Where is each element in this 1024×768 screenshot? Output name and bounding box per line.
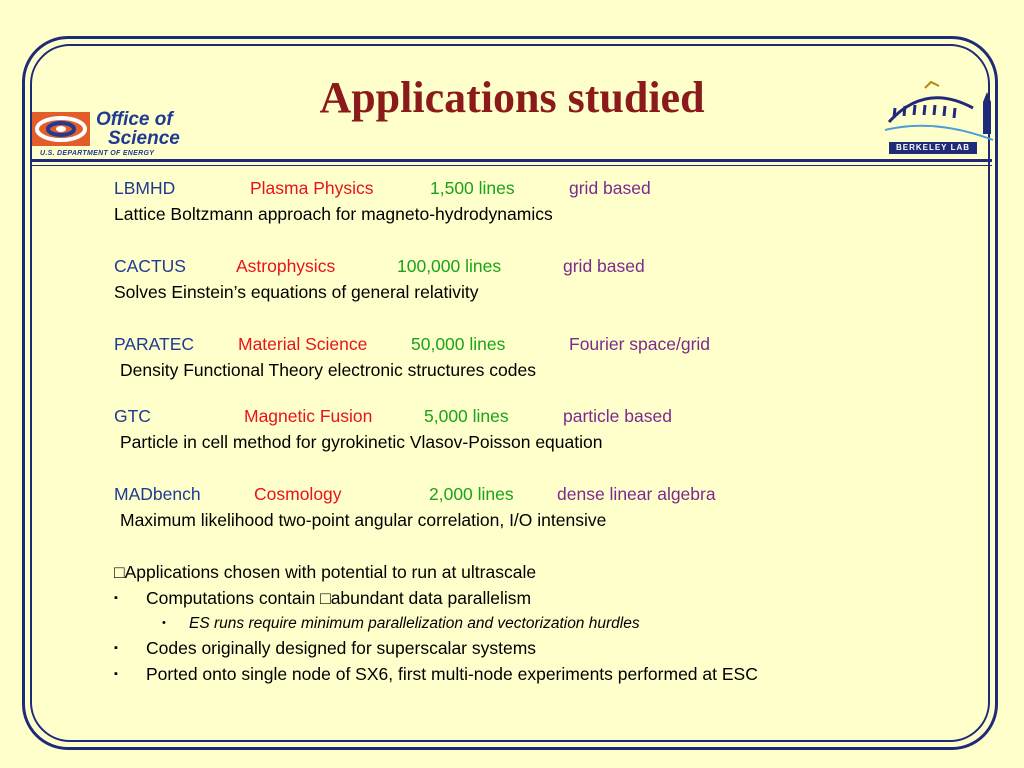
doe-swirl-icon [30,110,94,150]
app-name: GTC [114,406,151,426]
app-description: Particle in cell method for gyrokinetic Vlasov-Poisson equation [120,432,603,452]
summary-bullet: Computations contain □abundant data parallelism [146,588,532,608]
berkeley-lab-building-icon [885,78,1005,142]
app-method: particle based [563,406,672,426]
app-name: MADbench [114,484,201,504]
app-method: grid based [569,178,651,198]
summary-bullet: Codes originally designed for superscalar systems [146,638,537,658]
app-description: Maximum likelihood two-point angular correlation, I/O intensive [120,510,607,530]
app-lines: 100,000 lines [397,256,502,276]
app-name: PARATEC [114,334,195,354]
doe-logo-line2: Science [108,128,180,149]
app-method: Fourier space/grid [569,334,711,354]
app-lines: 50,000 lines [411,334,506,354]
app-domain: Magnetic Fusion [244,406,373,426]
app-name: LBMHD [114,178,176,198]
app-method: grid based [563,256,645,276]
app-description: Density Functional Theory electronic structures codes [120,360,536,380]
app-description: Solves Einstein’s equations of general relativity [114,282,479,302]
berkeley-lab-logo [885,78,1005,158]
square-bullet-icon: ▪ [114,592,118,604]
slide-title: Applications studied [319,73,705,122]
summary-lead: □Applications chosen with potential to run at ultrascale [114,562,537,582]
dot-bullet-icon: • [162,617,166,629]
doe-logo-line1: Office of [96,109,173,130]
app-domain: Cosmology [254,484,342,504]
app-domain: Material Science [238,334,368,354]
app-domain: Plasma Physics [250,178,374,198]
square-bullet-icon: ▪ [114,668,118,680]
app-lines: 1,500 lines [430,178,515,198]
app-domain: Astrophysics [236,256,336,276]
app-lines: 5,000 lines [424,406,509,426]
app-method: dense linear algebra [557,484,716,504]
square-bullet-icon: ▪ [114,642,118,654]
app-description: Lattice Boltzmann approach for magneto-hydrodynamics [114,204,553,224]
doe-logo-subtitle: U.S. DEPARTMENT OF ENERGY [40,150,155,157]
summary-bullet: Ported onto single node of SX6, first multi-node experiments performed at ESC [146,664,758,684]
header-rule-thin [30,165,992,166]
summary-sub-bullet: ES runs require minimum parallelization and vectorization hurdles [189,615,640,632]
app-name: CACTUS [114,256,186,276]
app-lines: 2,000 lines [429,484,514,504]
doe-office-of-science-logo [30,106,190,160]
berkeley-lab-label: BERKELEY LAB [889,142,977,154]
